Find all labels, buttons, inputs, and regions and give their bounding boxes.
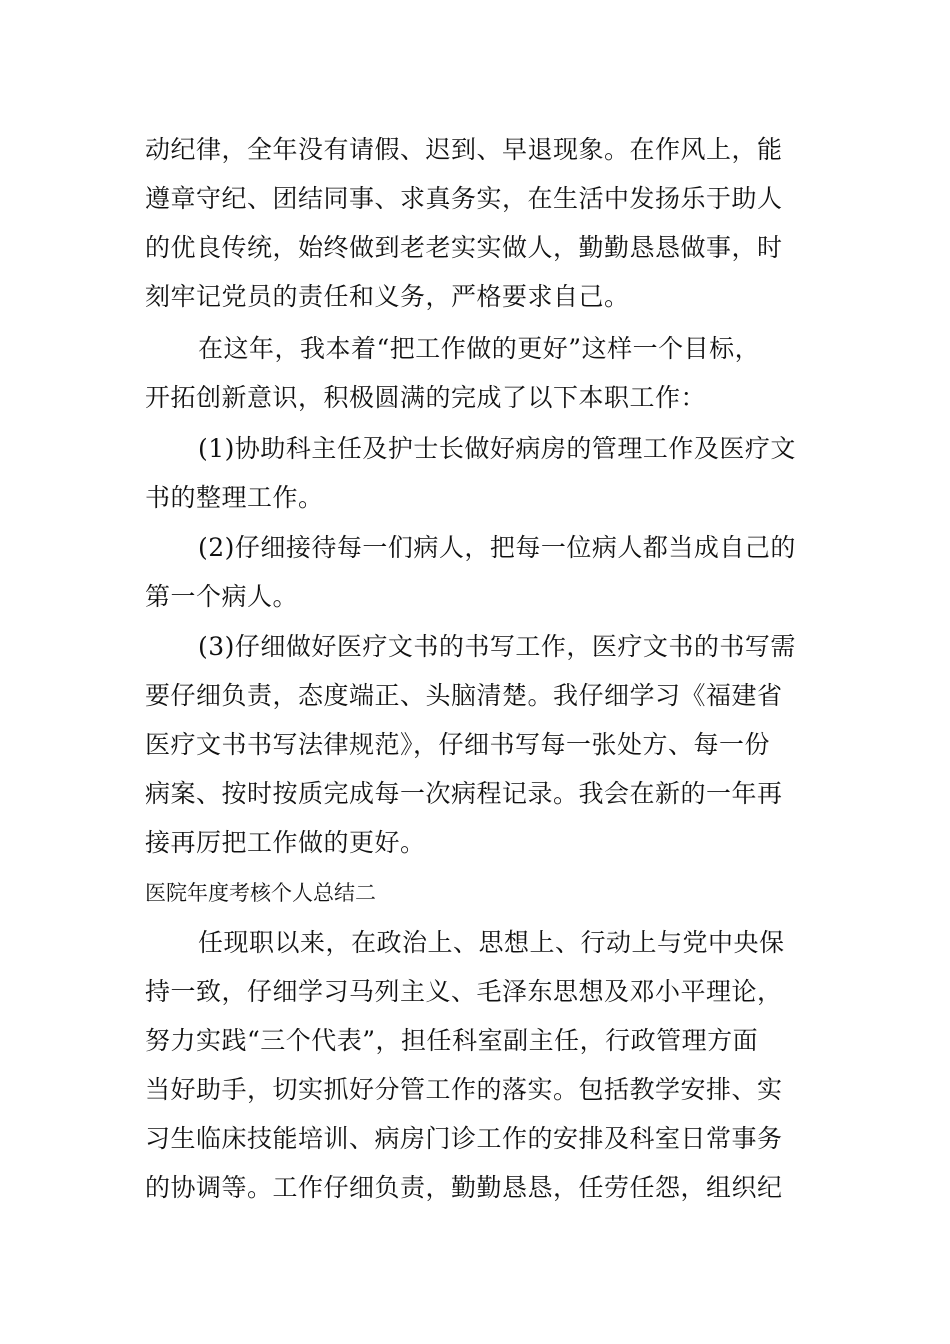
text-line: 接再厉把工作做的更好。: [145, 828, 426, 857]
text-line: 刻牢记党员的责任和义务，严格要求自己。: [145, 282, 630, 311]
text-line: 医疗文书书写法律规范》，仔细书写每一张处方、每一份: [145, 730, 771, 759]
list-item-1: (1)协助科主任及护士长做好病房的管理工作及医疗文: [198, 434, 796, 463]
section-heading: 医院年度考核个人总结二: [145, 881, 376, 905]
text-line: 习生临床技能培训、病房门诊工作的安排及科室日常事务: [145, 1124, 783, 1153]
text-line: 书的整理工作。: [145, 483, 324, 512]
text-line: 要仔细负责，态度端正、头脑清楚。我仔细学习《福建省: [145, 681, 783, 710]
text-line: 努力实践“三个代表”，担任科室副主任，行政管理方面: [145, 1026, 759, 1055]
text-line: 病案、按时按质完成每一次病程记录。我会在新的一年再: [145, 779, 783, 808]
text-line: 当好助手，切实抓好分管工作的落实。包括教学安排、实: [145, 1075, 783, 1104]
list-item-3: (3)仔细做好医疗文书的书写工作，医疗文书的书写需: [198, 632, 796, 661]
list-item-2: (2)仔细接待每一们病人，把每一位病人都当成自己的: [198, 533, 796, 562]
text-line: 的优良传统，始终做到老老实实做人，勤勤恳恳做事，时: [145, 233, 783, 262]
paragraph-first-line: 在这年，我本着“把工作做的更好”这样一个目标，: [198, 334, 761, 363]
text-line: 开拓创新意识，积极圆满的完成了以下本职工作：: [145, 383, 707, 412]
text-line: 动纪律，全年没有请假、迟到、早退现象。在作风上，能: [145, 135, 783, 164]
text-line: 持一致，仔细学习马列主义、毛泽东思想及邓小平理论，: [145, 977, 783, 1006]
paragraph-first-line: 任现职以来，在政治上、思想上、行动上与党中央保: [198, 928, 785, 957]
text-line: 的协调等。工作仔细负责，勤勤恳恳，任劳任怨，组织纪: [145, 1173, 783, 1202]
text-line: 第一个病人。: [145, 582, 299, 611]
text-line: 遵章守纪、团结同事、求真务实，在生活中发扬乐于助人: [145, 184, 783, 213]
